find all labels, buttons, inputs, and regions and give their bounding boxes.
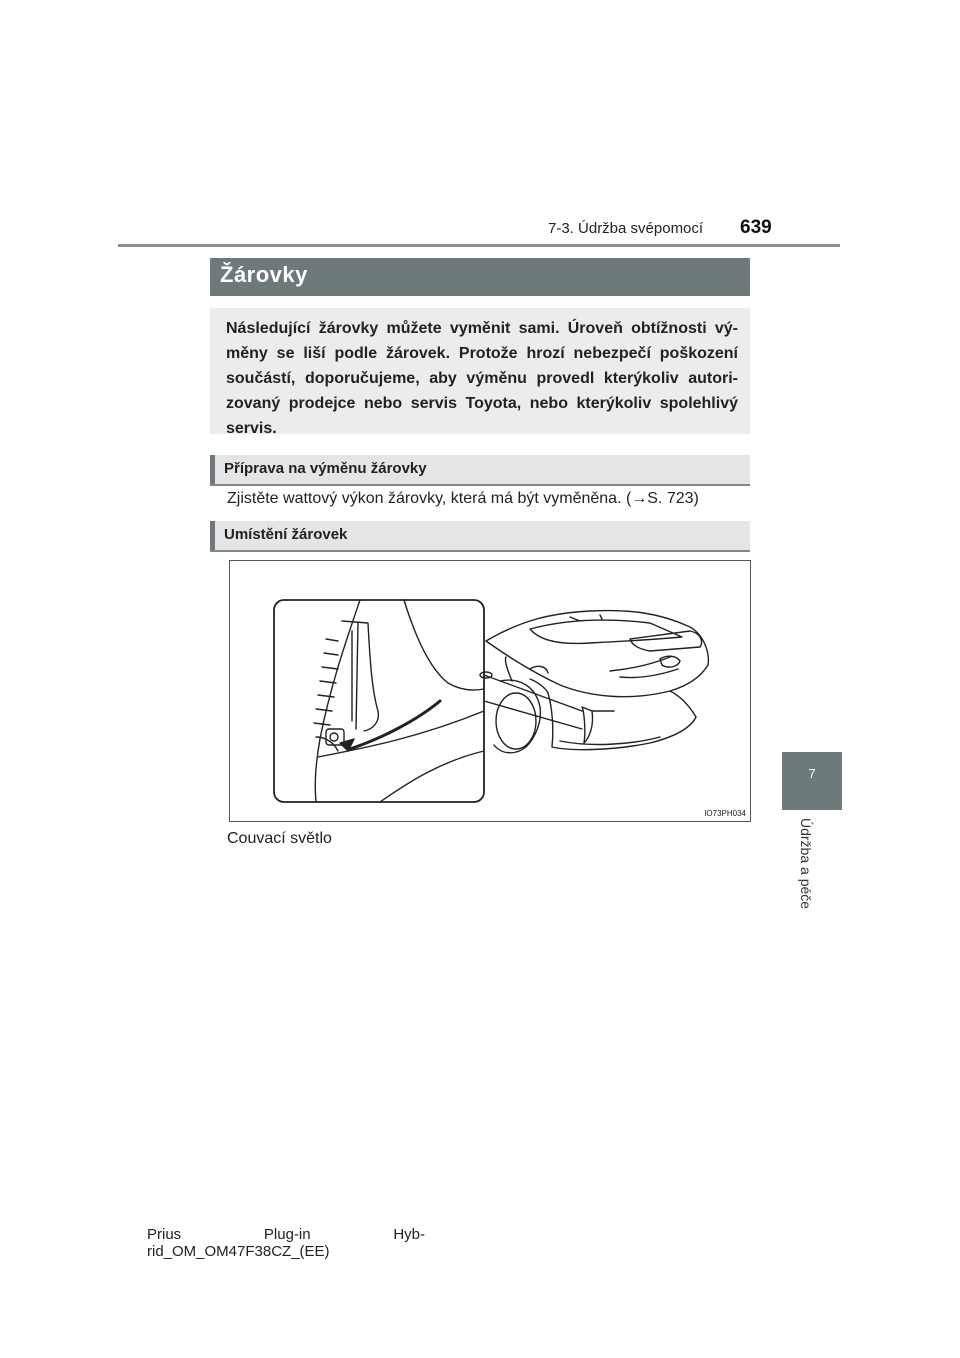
footer-line-1 <box>147 1226 425 1243</box>
header-rule <box>118 244 840 247</box>
intro-box <box>210 308 750 437</box>
section-heading-preparation <box>210 455 750 486</box>
car-rear-illustration <box>230 561 750 821</box>
header-section: 7-3. Údržba svépomocí <box>548 220 704 237</box>
section-heading-bulb-location <box>210 521 750 552</box>
figure-caption: Couvací světlo <box>227 830 332 847</box>
section-heading-text: Umístění žárovek <box>224 526 348 543</box>
figure-code: IO73PH034 <box>704 809 746 818</box>
preparation-text: Zjistěte wattový výkon žárovky, která má být vyměněna. (→S. 723) <box>227 490 699 507</box>
chapter-tab <box>782 752 842 810</box>
section-accent <box>210 521 215 550</box>
intro-text: Následující žárovky můžete vyměnit sami. Úroveň obtížnosti vý-měny se liší podle žárovek. Protože hrozí nebezpečí poškození součástí, doporučujeme, aby výměnu provedl kterýkoliv autori-zovaný prodejce nebo servis Toyota, nebo kterýkoliv spolehlivý servis. <box>226 320 738 437</box>
footer-part: Plug-in <box>263 1226 311 1243</box>
bulb-location-figure <box>229 560 751 822</box>
footer-part: Prius <box>147 1226 182 1243</box>
page-title: Žárovky <box>220 262 308 287</box>
chapter-number: 7 <box>808 766 816 781</box>
page-number: 639 <box>740 217 772 238</box>
footer-line-2: rid_OM_OM47F38CZ_(EE) <box>147 1243 330 1260</box>
footer <box>147 1226 425 1260</box>
section-heading-text: Příprava na výměnu žárovky <box>224 460 427 477</box>
section-accent <box>210 455 215 484</box>
footer-part: Hyb- <box>393 1226 425 1243</box>
chapter-title: Údržba a péče <box>798 818 814 910</box>
title-bar <box>210 258 750 296</box>
